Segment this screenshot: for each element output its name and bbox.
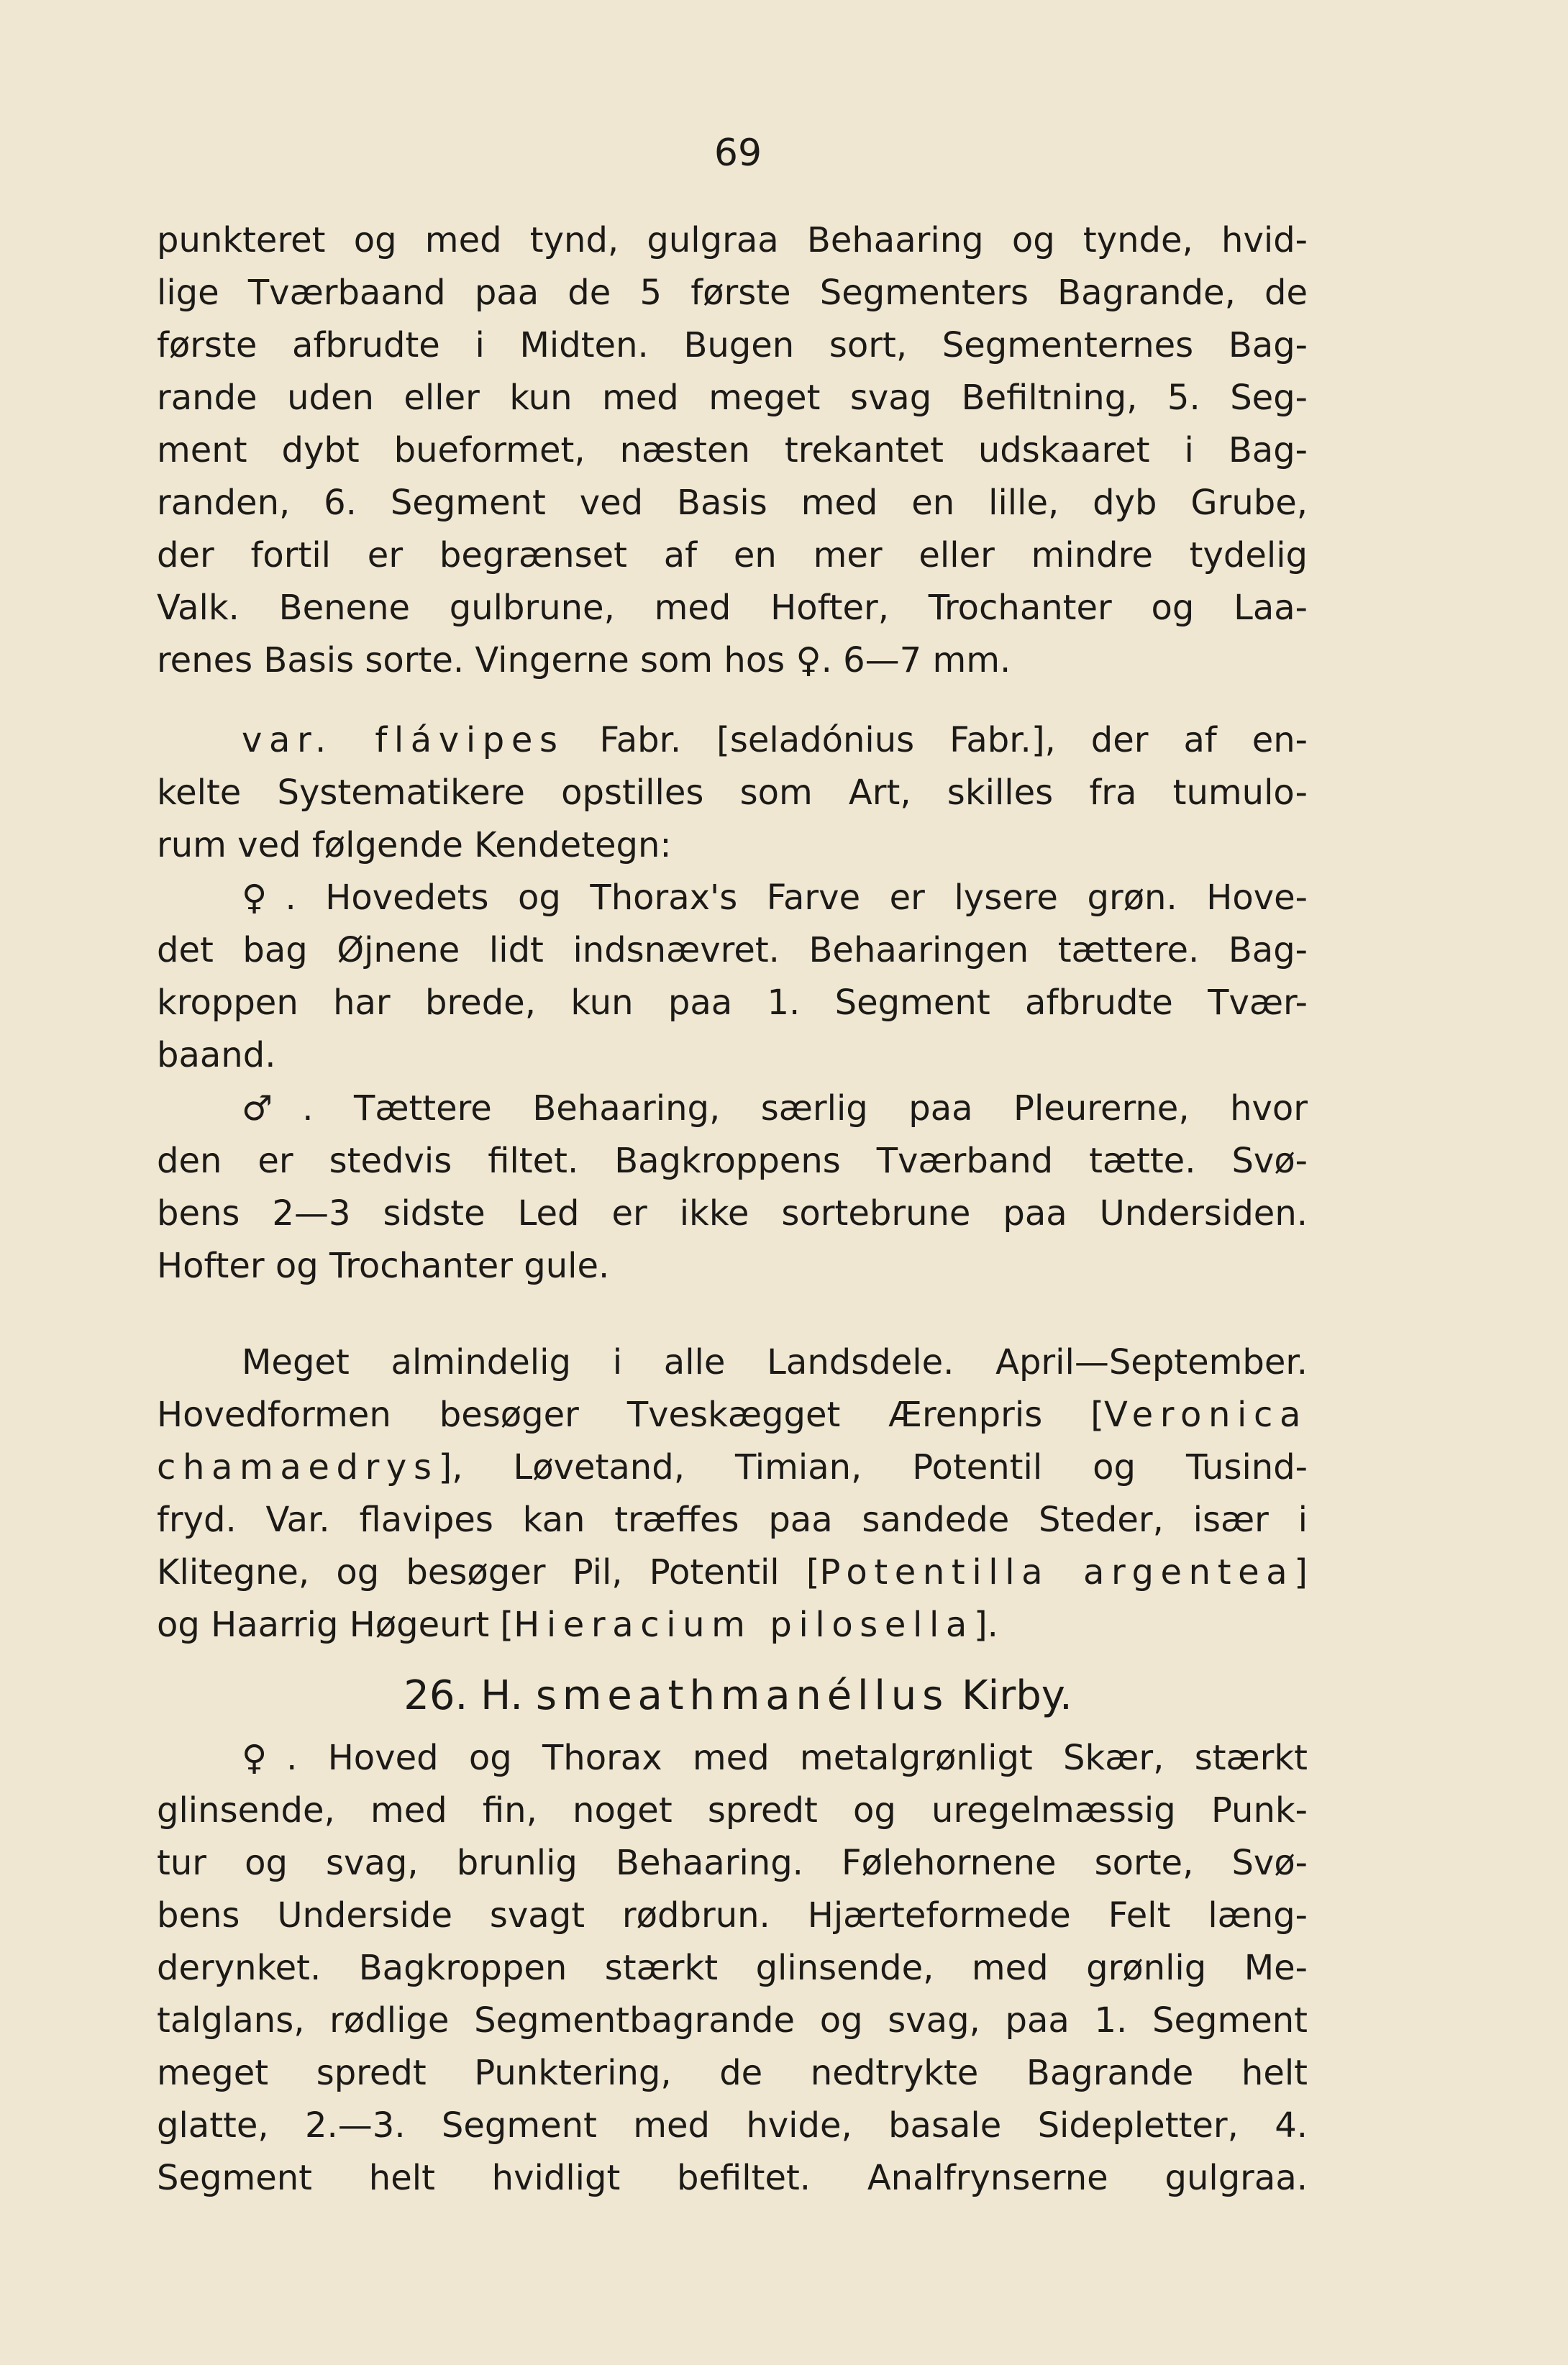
text-line: ♂. Tættere Behaaring, særlig paa Pleurerne, hvor bbox=[242, 1088, 1308, 1129]
text-line: meget spredt Punktering, de nedtrykte Bagrande helt bbox=[157, 2053, 1308, 2093]
text-line: kelte Systematikere opstilles som Art, skilles fra tumulo- bbox=[157, 773, 1308, 813]
text-line: baand. bbox=[157, 1035, 276, 1075]
text-line: bens 2—3 sidste Led er ikke sortebrune paa Undersiden. bbox=[157, 1193, 1308, 1234]
text-line: punkteret og med tynd, gulgraa Behaaring og tynde, hvid- bbox=[157, 220, 1308, 260]
plant-name: Potentilla argentea bbox=[819, 1552, 1295, 1592]
text-line: derynket. Bagkroppen stærkt glinsende, med grønlig Me- bbox=[157, 1948, 1308, 1988]
text-span: ]. bbox=[973, 1605, 998, 1645]
text-line: ♀. Hovedets og Thorax's Farve er lysere grøn. Hove- bbox=[242, 878, 1308, 918]
male-paragraph bbox=[157, 1083, 1308, 1293]
text-line bbox=[157, 1599, 1308, 1651]
text-span: Klitegne, og besøger Pil, Potentil [ bbox=[157, 1552, 820, 1592]
text-line: ♀. Hoved og Thorax med metalgrønligt Skær, stærkt bbox=[242, 1738, 1308, 1778]
text-line: det bag Øjnene lidt indsnævret. Behaaringen tættere. Bag- bbox=[157, 930, 1308, 970]
text-span: Hovedformen besøger Tveskægget Ærenpris [ bbox=[157, 1395, 1104, 1435]
text-line: renes Basis sorte. Vingerne som hos ♀. 6—7 mm. bbox=[157, 640, 1011, 680]
variety-name: var. flávipes bbox=[242, 720, 565, 760]
text-span: og Haarrig Høgeurt [ bbox=[157, 1605, 514, 1645]
page-number: 69 bbox=[714, 132, 762, 175]
text-line: Hofter og Trochanter gule. bbox=[157, 1246, 610, 1286]
text-line: lige Tværbaand paa de 5 første Segmenters Bagrande, de bbox=[157, 273, 1308, 313]
distribution-paragraph bbox=[157, 1336, 1308, 1651]
text-line: kroppen har brede, kun paa 1. Segment afbrudte Tvær- bbox=[157, 983, 1308, 1023]
text-line: rande uden eller kun med meget svag Befiltning, 5. Seg- bbox=[157, 378, 1308, 418]
text-line: fryd. Var. flavipes kan træffes paa sandede Steder, især i bbox=[157, 1500, 1308, 1540]
text-line: rum ved følgende Kendetegn: bbox=[157, 825, 672, 865]
text-line: der fortil er begrænset af en mer eller mindre tydelig bbox=[157, 535, 1308, 575]
text-line: den er stedvis filtet. Bagkroppens Tværband tætte. Svø- bbox=[157, 1141, 1308, 1181]
text-line: Valk. Benene gulbrune, med Hofter, Trochanter og Laa- bbox=[157, 588, 1308, 628]
variety-text: Fabr. [seladónius Fabr.], der af en- bbox=[564, 720, 1308, 760]
plant-name: chamaedrys bbox=[157, 1447, 439, 1487]
text-line: glatte, 2.—3. Segment med hvide, basale Sidepletter, 4. bbox=[157, 2105, 1308, 2146]
text-line: første afbrudte i Midten. Bugen sort, Segmenternes Bag- bbox=[157, 325, 1308, 365]
species-heading bbox=[0, 1667, 1476, 1725]
text-line: tur og svag, brunlig Behaaring. Følehornene sorte, Svø- bbox=[157, 1843, 1308, 1883]
text-line: randen, 6. Segment ved Basis med en lille, dyb Grube, bbox=[157, 483, 1308, 523]
text-line: ment dybt bueformet, næsten trekantet udskaaret i Bag- bbox=[157, 430, 1308, 470]
text-line: glinsende, med fin, noget spredt og uregelmæssig Punk- bbox=[157, 1790, 1308, 1831]
text-line bbox=[157, 714, 1308, 767]
plant-name: Veronica bbox=[1103, 1395, 1308, 1435]
text-line bbox=[157, 1441, 1308, 1494]
female-paragraph bbox=[157, 872, 1308, 1082]
text-line bbox=[157, 1546, 1308, 1599]
variety-paragraph bbox=[157, 714, 1308, 872]
text-line: bens Underside svagt rødbrun. Hjærteformede Felt læng- bbox=[157, 1895, 1308, 1936]
text-line: Segment helt hvidligt befiltet. Analfrynserne gulgraa. bbox=[157, 2158, 1308, 2198]
text-line: Meget almindelig i alle Landsdele. April—September. bbox=[242, 1342, 1308, 1382]
description-paragraph bbox=[157, 214, 1308, 687]
species-author: Kirby. bbox=[961, 1672, 1072, 1719]
plant-name: Hieracium pilosella bbox=[514, 1605, 974, 1645]
text-line: talglans, rødlige Segmentbagrande og svag, paa 1. Segment bbox=[157, 2000, 1308, 2041]
text-line bbox=[157, 1389, 1308, 1441]
text-span: ] bbox=[1294, 1552, 1308, 1592]
species-name: smeathmanéllus bbox=[535, 1672, 949, 1719]
species-number: 26. H. bbox=[404, 1672, 524, 1719]
text-span: ], Løvetand, Timian, Potentil og Tusind- bbox=[438, 1447, 1308, 1487]
species-description bbox=[157, 1732, 1308, 2205]
